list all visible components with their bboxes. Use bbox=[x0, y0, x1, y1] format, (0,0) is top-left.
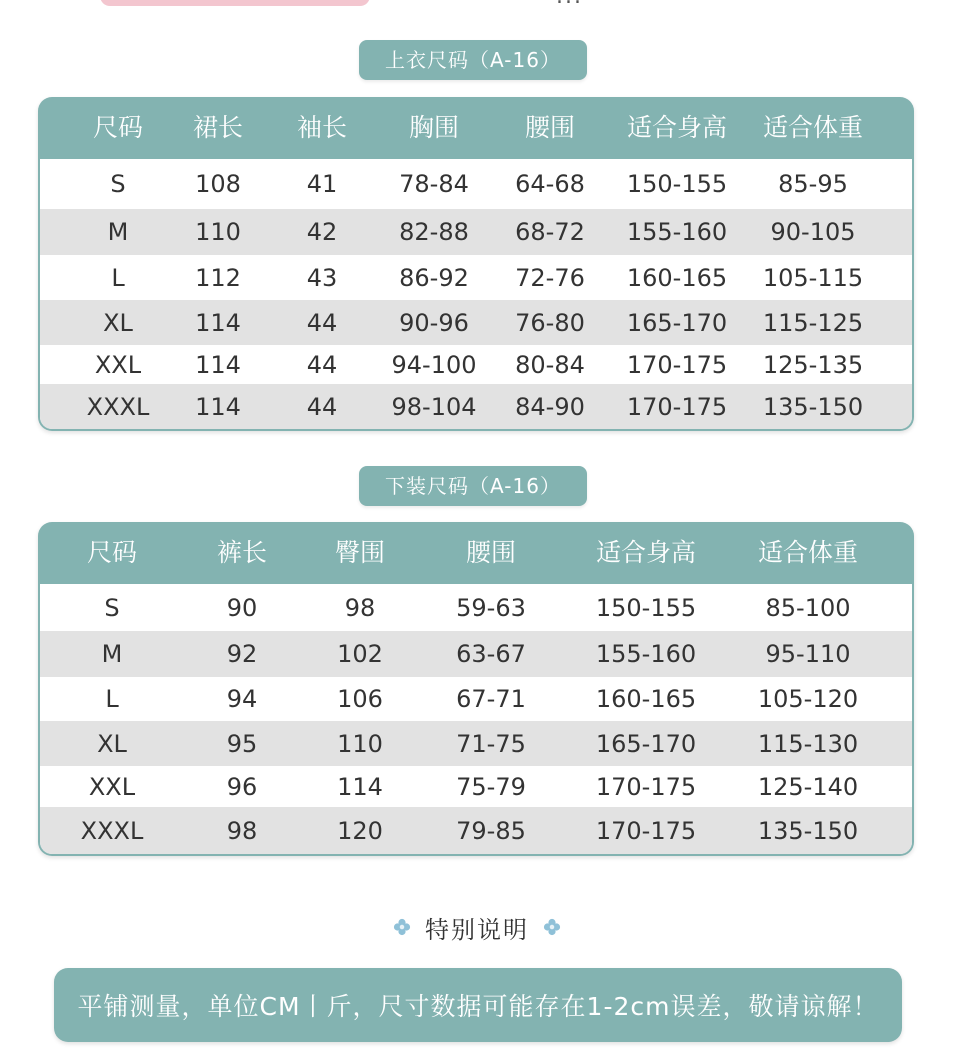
header-waist: 腰围 bbox=[465, 538, 517, 567]
top-image-strip bbox=[100, 0, 370, 6]
table-cell: 96 bbox=[226, 772, 258, 801]
table-cell: 125-140 bbox=[757, 772, 859, 801]
table-row bbox=[40, 631, 912, 677]
header-bust: 胸围 bbox=[408, 113, 460, 142]
table-cell: 85-100 bbox=[765, 593, 851, 622]
table-cell: 79-85 bbox=[456, 816, 526, 845]
table-cell: 114 bbox=[195, 350, 241, 379]
header-size: 尺码 bbox=[86, 538, 138, 567]
top-table-label: 上衣尺码（A-16） bbox=[359, 40, 587, 80]
table-cell: 106 bbox=[337, 685, 383, 713]
table-cell: 170-175 bbox=[626, 392, 728, 421]
table-cell: XXXL bbox=[86, 392, 150, 421]
table-cell: 160-165 bbox=[595, 685, 697, 713]
table-cell: 71-75 bbox=[456, 729, 526, 758]
table-cell: 94 bbox=[226, 685, 258, 713]
table-cell: 110 bbox=[337, 729, 383, 758]
table-cell: 76-80 bbox=[515, 308, 585, 337]
table-cell: 114 bbox=[337, 772, 383, 801]
table-row bbox=[40, 159, 912, 209]
table-cell: 150-155 bbox=[626, 170, 728, 198]
table-row bbox=[40, 345, 912, 384]
header-dress-length: 裙长 bbox=[192, 113, 244, 142]
table-cell: 95 bbox=[226, 729, 258, 758]
table-row bbox=[40, 677, 912, 721]
table-cell: M bbox=[107, 218, 129, 246]
table-cell: 44 bbox=[306, 308, 338, 337]
header-hip: 臀围 bbox=[334, 538, 386, 567]
table-cell: 125-135 bbox=[762, 350, 864, 379]
table-cell: 155-160 bbox=[626, 218, 728, 246]
table-cell: 112 bbox=[195, 263, 241, 292]
top-size-table bbox=[38, 97, 914, 431]
bottom-table-header bbox=[38, 522, 914, 584]
table-row bbox=[40, 584, 912, 631]
flower-left-icon bbox=[393, 918, 411, 936]
table-cell: 114 bbox=[195, 308, 241, 337]
table-row bbox=[40, 209, 912, 255]
table-cell: 114 bbox=[195, 392, 241, 421]
table-cell: S bbox=[104, 593, 120, 622]
table-cell: 90-105 bbox=[770, 218, 856, 246]
header-height: 适合身高 bbox=[626, 113, 728, 142]
table-cell: 84-90 bbox=[515, 392, 585, 421]
table-cell: 44 bbox=[306, 350, 338, 379]
table-cell: 94-100 bbox=[391, 350, 477, 379]
special-note-title bbox=[0, 905, 954, 949]
special-note-text: 平铺测量，单位CM丨斤，尺寸数据可能存在1-2cm误差，敬请谅解！ bbox=[77, 992, 879, 1021]
header-height: 适合身高 bbox=[595, 538, 697, 567]
table-cell: 68-72 bbox=[515, 218, 585, 246]
header-weight: 适合体重 bbox=[762, 113, 864, 142]
table-cell: XL bbox=[97, 729, 127, 758]
table-cell: S bbox=[110, 170, 126, 198]
table-cell: 105-115 bbox=[762, 263, 864, 292]
table-cell: 120 bbox=[337, 816, 383, 845]
table-cell: XXL bbox=[88, 772, 136, 801]
table-cell: XL bbox=[103, 308, 133, 337]
table-cell: 170-175 bbox=[595, 772, 697, 801]
table-cell: 90 bbox=[226, 593, 258, 622]
table-cell: 92 bbox=[226, 640, 258, 668]
table-cell: 108 bbox=[195, 170, 241, 198]
table-cell: 85-95 bbox=[778, 170, 848, 198]
bottom-table-body bbox=[40, 584, 912, 854]
bottom-table-label: 下装尺码（A-16） bbox=[359, 466, 587, 506]
table-cell: 95-110 bbox=[765, 640, 851, 668]
table-cell: 165-170 bbox=[595, 729, 697, 758]
table-cell: 75-79 bbox=[456, 772, 526, 801]
table-cell: 105-120 bbox=[757, 685, 859, 713]
table-row bbox=[40, 300, 912, 345]
table-cell: 59-63 bbox=[456, 593, 526, 622]
table-cell: 64-68 bbox=[515, 170, 585, 198]
header-weight: 适合体重 bbox=[757, 538, 859, 567]
header-waist: 腰围 bbox=[524, 113, 576, 142]
table-cell: 78-84 bbox=[399, 170, 469, 198]
special-note-box bbox=[54, 968, 902, 1042]
table-row bbox=[40, 766, 912, 807]
table-cell: 86-92 bbox=[399, 263, 469, 292]
header-sleeve-length: 袖长 bbox=[296, 113, 348, 142]
table-cell: 115-130 bbox=[757, 729, 859, 758]
table-cell: 67-71 bbox=[456, 685, 526, 713]
table-cell: 41 bbox=[306, 170, 338, 198]
table-cell: 150-155 bbox=[595, 593, 697, 622]
table-cell: M bbox=[101, 640, 123, 668]
header-pants-length: 裤长 bbox=[216, 538, 268, 567]
table-cell: XXL bbox=[94, 350, 142, 379]
table-cell: L bbox=[105, 685, 119, 713]
table-cell: 43 bbox=[306, 263, 338, 292]
flower-right-icon bbox=[543, 918, 561, 936]
special-note-title-text: 特别说明 bbox=[425, 915, 529, 944]
header-size: 尺码 bbox=[92, 113, 144, 142]
table-cell: 98 bbox=[226, 816, 258, 845]
bottom-size-table bbox=[38, 522, 914, 856]
table-cell: 115-125 bbox=[762, 308, 864, 337]
table-cell: 135-150 bbox=[757, 816, 859, 845]
table-cell: 165-170 bbox=[626, 308, 728, 337]
table-cell: XXXL bbox=[80, 816, 144, 845]
table-row bbox=[40, 807, 912, 854]
table-cell: 135-150 bbox=[762, 392, 864, 421]
table-cell: 72-76 bbox=[515, 263, 585, 292]
table-cell: 160-165 bbox=[626, 263, 728, 292]
table-cell: 98-104 bbox=[391, 392, 477, 421]
table-row bbox=[40, 255, 912, 300]
table-cell: 170-175 bbox=[595, 816, 697, 845]
table-cell: 110 bbox=[195, 218, 241, 246]
table-cell: 102 bbox=[337, 640, 383, 668]
table-cell: L bbox=[111, 263, 125, 292]
table-row bbox=[40, 721, 912, 766]
table-cell: 44 bbox=[306, 392, 338, 421]
table-row bbox=[40, 384, 912, 429]
table-cell: 90-96 bbox=[399, 308, 469, 337]
top-table-body bbox=[40, 159, 912, 429]
table-cell: 98 bbox=[344, 593, 376, 622]
table-cell: 63-67 bbox=[456, 640, 526, 668]
table-cell: 80-84 bbox=[515, 350, 585, 379]
table-cell: 82-88 bbox=[399, 218, 469, 246]
table-cell: 170-175 bbox=[626, 350, 728, 379]
table-cell: 155-160 bbox=[595, 640, 697, 668]
top-table-header bbox=[38, 97, 914, 159]
table-cell: 42 bbox=[306, 218, 338, 246]
top-partial-text bbox=[556, 0, 583, 9]
